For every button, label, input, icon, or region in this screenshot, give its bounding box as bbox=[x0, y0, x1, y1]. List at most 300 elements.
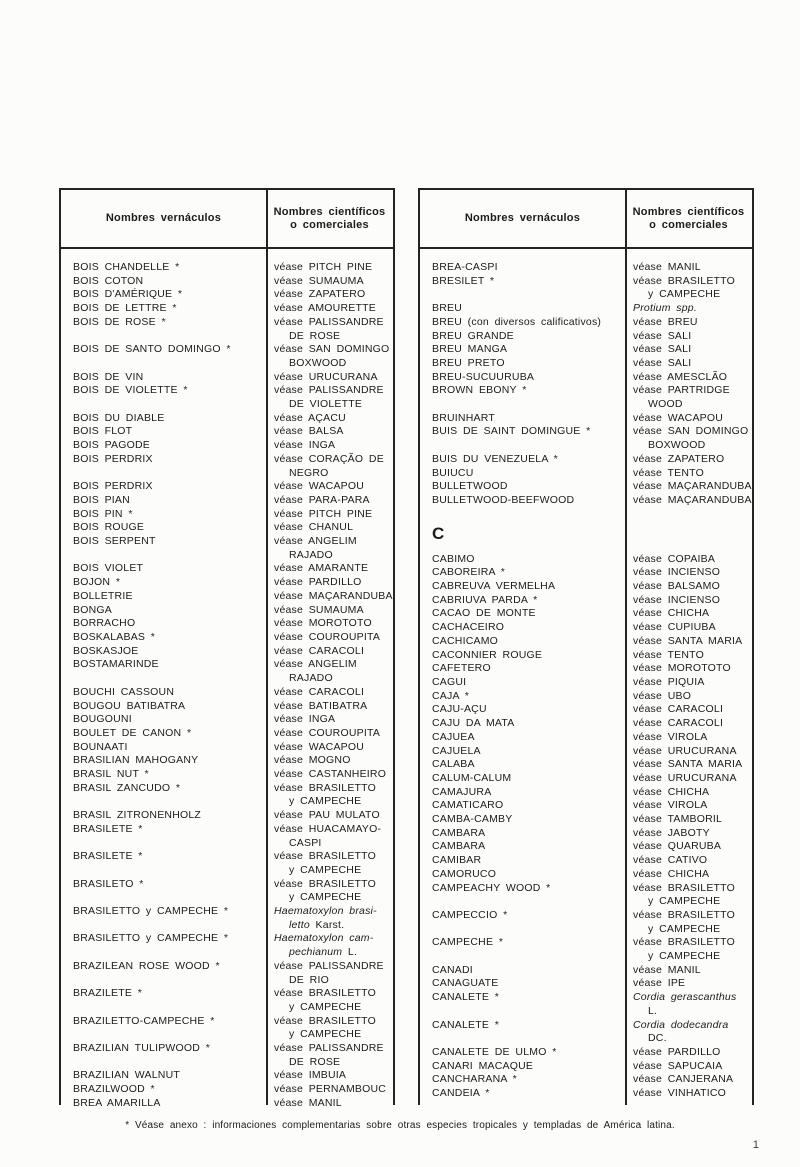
scientific-cell: véase CHANUL bbox=[274, 521, 354, 534]
table-row bbox=[420, 1046, 752, 1060]
vernacular-cell: BREU bbox=[432, 302, 463, 315]
scientific-cell: véase BREU bbox=[633, 315, 698, 328]
table-row bbox=[61, 562, 393, 576]
vernacular-cell: BRUINHART bbox=[432, 411, 495, 424]
table-left-header bbox=[61, 190, 393, 249]
table-row bbox=[61, 275, 393, 289]
scientific-cell: véase MAÇARANDUBA bbox=[274, 589, 393, 602]
vernacular-cell: BOULET DE CANON * bbox=[73, 726, 192, 739]
scientific-cell: véase MAÇARANDUBA bbox=[633, 493, 752, 506]
table-row bbox=[420, 607, 752, 621]
table-row bbox=[61, 590, 393, 604]
scientific-cell: véase VIROLA bbox=[633, 730, 708, 743]
table-row bbox=[420, 868, 752, 882]
vernacular-cell: BRASILETE * bbox=[73, 822, 143, 835]
vernacular-cell: CAMPECCIO * bbox=[432, 908, 508, 921]
table-row bbox=[61, 932, 393, 959]
table-row bbox=[420, 330, 752, 344]
scientific-cell: véase BRASILETTO y CAMPECHE bbox=[274, 987, 376, 1013]
table-row bbox=[61, 878, 393, 905]
vernacular-cell: BOIS ROUGE bbox=[73, 521, 145, 534]
vernacular-cell: BOIS DU DIABLE bbox=[73, 411, 165, 424]
table-row bbox=[61, 521, 393, 535]
table-row bbox=[420, 494, 752, 508]
table-row bbox=[420, 275, 752, 302]
scientific-cell: véase SANTA MARIA bbox=[633, 634, 743, 647]
table-row bbox=[420, 621, 752, 635]
scientific-cell: véase BRASILETTO y CAMPECHE bbox=[274, 877, 376, 904]
scientific-cell: véase SALI bbox=[633, 343, 692, 356]
table-row bbox=[420, 717, 752, 731]
table-row bbox=[420, 1087, 752, 1101]
scientific-cell: véase CARACOLI bbox=[274, 685, 365, 698]
table-row bbox=[61, 1015, 393, 1042]
table-row bbox=[420, 649, 752, 663]
vernacular-cell: BOIS COTON bbox=[73, 274, 144, 287]
vernacular-cell: BORRACHO bbox=[73, 617, 136, 630]
table-row bbox=[420, 731, 752, 745]
vernacular-cell: BRASILETE * bbox=[73, 850, 143, 863]
scientific-cell: véase MOGNO bbox=[274, 754, 351, 767]
scientific-cell: véase SUMAUMA bbox=[274, 603, 364, 616]
table-row bbox=[61, 261, 393, 275]
scientific-cell: Haematoxylon brasi- letto Karst. bbox=[274, 905, 377, 931]
vernacular-cell: BOIS PIN * bbox=[73, 507, 133, 520]
scientific-cell: véase PALISSANDRE DE VIOLETTE bbox=[274, 384, 384, 411]
table-row bbox=[420, 1060, 752, 1074]
scientific-cell: véase PARDILLO bbox=[274, 576, 362, 589]
scientific-cell: véase PIQUIA bbox=[633, 675, 705, 688]
column-header-scientific-line2: o comerciales bbox=[649, 218, 728, 231]
scientific-cell: véase CHICHA bbox=[633, 607, 710, 620]
table-row bbox=[420, 425, 752, 452]
scientific-cell: véase SALI bbox=[633, 329, 692, 342]
scientific-cell: véase URUCURANA bbox=[633, 771, 737, 784]
table-row bbox=[420, 453, 752, 467]
footnote: * Véase anexo : informaciones complementarias sobre otras especies tropicales y templadas de América latina. bbox=[125, 1120, 675, 1131]
table-row bbox=[420, 936, 752, 963]
vernacular-cell: BOIS CHANDELLE * bbox=[73, 261, 180, 273]
table-row bbox=[420, 882, 752, 909]
table-row bbox=[420, 553, 752, 567]
scientific-cell: véase CATIVO bbox=[633, 854, 708, 867]
table-row bbox=[61, 535, 393, 562]
scientific-cell: véase BRASILETTO y CAMPECHE bbox=[633, 274, 735, 301]
scientific-cell: véase AÇACU bbox=[274, 411, 346, 424]
vernacular-cell: CANAGUATE bbox=[432, 977, 499, 990]
vernacular-cell: BOIS FLOT bbox=[73, 425, 133, 438]
table-row bbox=[420, 566, 752, 580]
vernacular-cell: BREU MANGA bbox=[432, 343, 508, 356]
scientific-cell: véase PERNAMBOUC bbox=[274, 1083, 387, 1096]
table-row bbox=[61, 905, 393, 932]
table-row bbox=[61, 823, 393, 850]
scientific-cell: véase BALSAMO bbox=[633, 580, 720, 593]
scientific-cell: véase BALSA bbox=[274, 425, 344, 438]
table-row bbox=[420, 371, 752, 385]
table-row bbox=[420, 840, 752, 854]
column-header-scientific-line1: Nombres científicos bbox=[632, 205, 745, 218]
table-row bbox=[61, 288, 393, 302]
table-row bbox=[420, 909, 752, 936]
vernacular-cell: CAMIBAR bbox=[432, 854, 482, 867]
vernacular-cell: BRASILETTO y CAMPECHE * bbox=[73, 905, 229, 918]
scientific-cell: véase TENTO bbox=[633, 648, 704, 661]
table-row bbox=[61, 768, 393, 782]
vernacular-cell: BRAZILETTO-CAMPECHE * bbox=[73, 1014, 215, 1027]
table-row bbox=[420, 412, 752, 426]
table-row bbox=[420, 662, 752, 676]
scientific-cell: véase BRASILETTO y CAMPECHE bbox=[633, 908, 735, 935]
table-row bbox=[420, 786, 752, 800]
scientific-cell: véase CARACOLI bbox=[633, 703, 724, 716]
table-row bbox=[61, 480, 393, 494]
vernacular-cell: BOUGOU BATIBATRA bbox=[73, 699, 186, 712]
scientific-cell: véase CANJERANA bbox=[633, 1073, 734, 1086]
table-row bbox=[61, 850, 393, 877]
scientific-cell: véase CHICHA bbox=[633, 785, 710, 798]
vernacular-cell: BRESILET * bbox=[432, 274, 495, 287]
vernacular-cell: BRAZILEAN ROSE WOOD * bbox=[73, 959, 220, 972]
table-row bbox=[420, 813, 752, 827]
scientific-cell: véase INCIENSO bbox=[633, 566, 721, 579]
vernacular-cell: BRAZILWOOD * bbox=[73, 1083, 155, 1096]
vernacular-cell: CABOREIRA * bbox=[432, 566, 506, 579]
table-left bbox=[59, 188, 395, 1109]
vernacular-cell: CAMAJURA bbox=[432, 785, 492, 798]
scientific-cell: véase PARTRIDGE WOOD bbox=[633, 384, 730, 411]
vernacular-cell: CACHICAMO bbox=[432, 634, 499, 647]
column-header-scientific bbox=[266, 206, 393, 232]
table-row bbox=[61, 617, 393, 631]
vernacular-cell: BULLETWOOD bbox=[432, 480, 508, 493]
vernacular-cell: BOUGOUNI bbox=[73, 713, 132, 726]
table-row bbox=[61, 302, 393, 316]
vernacular-cell: CACAO DE MONTE bbox=[432, 607, 536, 620]
table-row bbox=[420, 772, 752, 786]
table-row bbox=[61, 782, 393, 809]
vernacular-cell: BUIS DU VENEZUELA * bbox=[432, 452, 558, 465]
table-left-body bbox=[61, 249, 393, 1111]
table-row bbox=[420, 964, 752, 978]
scientific-cell: véase UBO bbox=[633, 689, 692, 702]
scientific-cell: véase IPE bbox=[633, 977, 686, 990]
vernacular-cell: BRASIL ZANCUDO * bbox=[73, 781, 181, 794]
vernacular-cell: CAJU DA MATA bbox=[432, 717, 515, 730]
vernacular-cell: CANALETE DE ULMO * bbox=[432, 1045, 557, 1058]
scientific-cell: véase VIROLA bbox=[633, 799, 708, 812]
vernacular-cell: BONGA bbox=[73, 603, 112, 616]
vernacular-cell: BOIS PERDRIX bbox=[73, 452, 153, 465]
scientific-cell: véase SAPUCAIA bbox=[633, 1059, 723, 1072]
vernacular-cell: CAMORUCO bbox=[432, 867, 497, 880]
vernacular-cell: CAGUI bbox=[432, 675, 467, 688]
table-row bbox=[420, 261, 752, 275]
table-row bbox=[61, 453, 393, 480]
vernacular-cell: BOIS PERDRIX bbox=[73, 480, 153, 493]
vernacular-cell: BREU PRETO bbox=[432, 356, 505, 369]
section-heading: C bbox=[432, 523, 445, 543]
vernacular-cell: CABRIUVA PARDA * bbox=[432, 593, 538, 606]
vernacular-cell: CAJUELA bbox=[432, 744, 481, 757]
scientific-cell: véase PITCH PINE bbox=[274, 507, 373, 520]
scientific-cell: véase TAMBORIL bbox=[633, 813, 723, 826]
table-row bbox=[420, 703, 752, 717]
vernacular-cell: BOIS D'AMÉRIQUE * bbox=[73, 288, 183, 301]
table-row bbox=[61, 713, 393, 727]
scientific-cell: véase BRASILETTO y CAMPECHE bbox=[633, 936, 735, 963]
vernacular-cell: BREA AMARILLA bbox=[73, 1096, 161, 1109]
vernacular-cell: BOSTAMARINDE bbox=[73, 658, 159, 671]
table-row bbox=[420, 1019, 752, 1046]
vernacular-cell: CAMBARA bbox=[432, 840, 486, 853]
scientific-cell: véase ANGELIM RAJADO bbox=[274, 658, 357, 685]
scientific-cell: véase INCIENSO bbox=[633, 593, 721, 606]
table-row bbox=[61, 494, 393, 508]
scientific-cell: véase WACAPOU bbox=[274, 740, 365, 753]
scientific-cell: véase CARACOLI bbox=[633, 717, 724, 730]
table-row bbox=[61, 727, 393, 741]
table-row bbox=[420, 745, 752, 759]
vernacular-cell: BOSKASJOE bbox=[73, 644, 139, 657]
vernacular-cell: BOIS DE ROSE * bbox=[73, 315, 166, 328]
scientific-cell: véase SANTA MARIA bbox=[633, 758, 743, 771]
table-row bbox=[420, 799, 752, 813]
scientific-cell: véase VINHATICO bbox=[633, 1087, 726, 1100]
scientific-cell: véase MANIL bbox=[633, 261, 701, 273]
table-row bbox=[61, 412, 393, 426]
scientific-cell: véase QUARUBA bbox=[633, 840, 722, 853]
scientific-cell: véase CASTANHEIRO bbox=[274, 768, 387, 781]
table-row bbox=[420, 480, 752, 494]
scientific-cell: véase AMARANTE bbox=[274, 562, 369, 575]
scientific-cell: véase JABOTY bbox=[633, 826, 710, 839]
scientific-cell: véase INGA bbox=[274, 439, 336, 452]
table-row bbox=[420, 580, 752, 594]
page-number: 1 bbox=[752, 1139, 759, 1151]
column-header-scientific bbox=[625, 206, 752, 232]
scientific-cell: véase SALI bbox=[633, 356, 692, 369]
table-row bbox=[61, 631, 393, 645]
scientific-cell: véase ZAPATERO bbox=[633, 452, 725, 465]
column-header-scientific-line1: Nombres científicos bbox=[273, 205, 386, 218]
vernacular-cell: BRASIL NUT * bbox=[73, 768, 149, 781]
vernacular-cell: BOJON * bbox=[73, 576, 121, 589]
table-row bbox=[420, 690, 752, 704]
vernacular-cell: BREU (con diversos calificativos) bbox=[432, 315, 602, 328]
vernacular-cell: BRAZILIAN WALNUT bbox=[73, 1069, 181, 1082]
table-row bbox=[61, 754, 393, 768]
vernacular-cell: CANARI MACAQUE bbox=[432, 1059, 534, 1072]
vernacular-cell: BOSKALABAS * bbox=[73, 630, 156, 643]
table-right-body bbox=[420, 249, 752, 1101]
vernacular-cell: BREU-SUCUURUBA bbox=[432, 370, 535, 383]
vernacular-cell: CAJU-AÇU bbox=[432, 703, 487, 716]
scientific-cell: véase MANIL bbox=[633, 963, 701, 976]
scientific-cell: véase SUMAUMA bbox=[274, 274, 364, 287]
table-row bbox=[61, 960, 393, 987]
table-row bbox=[61, 645, 393, 659]
scientific-cell: véase BRASILETTO y CAMPECHE bbox=[274, 1014, 376, 1041]
scientific-cell: Cordia gerascanthus L. bbox=[633, 991, 737, 1017]
table-row bbox=[61, 686, 393, 700]
scientific-cell: véase COUROUPITA bbox=[274, 726, 381, 739]
table-row bbox=[420, 758, 752, 772]
vernacular-cell: CAMATICARO bbox=[432, 799, 504, 812]
table-row bbox=[61, 371, 393, 385]
vernacular-cell: CAJA * bbox=[432, 689, 470, 702]
scientific-cell: véase AMOURETTE bbox=[274, 302, 376, 315]
table-row bbox=[420, 1073, 752, 1087]
vernacular-cell: BRAZILIAN TULIPWOOD * bbox=[73, 1042, 211, 1055]
vernacular-cell: CANCHARANA * bbox=[432, 1073, 517, 1086]
vernacular-cell: CAMBA-CAMBY bbox=[432, 813, 513, 826]
vernacular-cell: BRAZILETE * bbox=[73, 987, 143, 1000]
table-row bbox=[61, 700, 393, 714]
vernacular-cell: BOUNAATI bbox=[73, 740, 128, 753]
table-row bbox=[61, 1042, 393, 1069]
vernacular-cell: BOIS PIAN bbox=[73, 493, 130, 506]
table-row bbox=[61, 576, 393, 590]
vernacular-cell: BUIUCU bbox=[432, 466, 474, 479]
table-row bbox=[61, 384, 393, 411]
vernacular-cell: CAFETERO bbox=[432, 662, 491, 675]
scientific-cell: véase HUACAMAYO- CASPI bbox=[274, 822, 382, 849]
table-right-header bbox=[420, 190, 752, 249]
table-row bbox=[61, 439, 393, 453]
vernacular-cell: BOLLETRIE bbox=[73, 589, 133, 602]
vernacular-cell: CAMPEACHY WOOD * bbox=[432, 881, 551, 894]
table-row bbox=[420, 384, 752, 411]
vernacular-cell: CABIMO bbox=[432, 552, 475, 565]
vernacular-cell: CABREUVA VERMELHA bbox=[432, 580, 556, 593]
scientific-cell: véase PALISSANDRE DE RIO bbox=[274, 959, 384, 986]
table-row bbox=[61, 741, 393, 755]
vernacular-cell: BOIS VIOLET bbox=[73, 562, 144, 575]
vernacular-cell: CACONNIER ROUGE bbox=[432, 648, 543, 661]
scientific-cell: véase COUROUPITA bbox=[274, 630, 381, 643]
table-row bbox=[61, 1083, 393, 1097]
scientific-cell: véase MOROTOTO bbox=[274, 617, 372, 630]
scientific-cell: véase CARACOLI bbox=[274, 644, 365, 657]
scientific-cell: véase IMBUIA bbox=[274, 1069, 347, 1082]
scientific-cell: véase CUPIUBA bbox=[633, 621, 716, 634]
table-row bbox=[420, 854, 752, 868]
vernacular-cell: BROWN EBONY * bbox=[432, 384, 527, 397]
scientific-cell: véase BRASILETTO y CAMPECHE bbox=[274, 781, 376, 808]
table-row bbox=[420, 467, 752, 481]
scientific-cell: véase ANGELIM RAJADO bbox=[274, 535, 357, 561]
table-row bbox=[420, 991, 752, 1018]
vernacular-cell: BOIS DE SANTO DOMINGO * bbox=[73, 343, 231, 356]
scientific-cell: véase COPAIBA bbox=[633, 552, 716, 565]
scientific-cell: véase SAN DOMINGO BOXWOOD bbox=[274, 343, 390, 369]
column-header-vernacular: Nombres vernáculos bbox=[464, 212, 581, 224]
table-row bbox=[420, 343, 752, 357]
table-row bbox=[61, 425, 393, 439]
vernacular-cell: CAMBARA bbox=[432, 826, 486, 839]
scientific-cell: véase CHICHA bbox=[633, 867, 710, 880]
vernacular-cell: CACHACEIRO bbox=[432, 621, 505, 634]
vernacular-cell: BRASILIAN MAHOGANY bbox=[73, 754, 199, 767]
scientific-cell: véase MAÇARANDUBA bbox=[633, 480, 752, 493]
scientific-cell: véase TENTO bbox=[633, 466, 704, 479]
scientific-cell: véase SAN DOMINGO BOXWOOD bbox=[633, 425, 749, 452]
scientific-cell: véase PAU MULATO bbox=[274, 809, 380, 822]
scientific-cell: véase MANIL bbox=[274, 1096, 342, 1109]
vernacular-cell: CANALETE * bbox=[432, 991, 500, 1004]
table-row bbox=[420, 676, 752, 690]
scientific-cell: véase BATIBATRA bbox=[274, 699, 368, 712]
table-row bbox=[420, 635, 752, 649]
vernacular-cell: CANDEIA * bbox=[432, 1087, 490, 1100]
column-divider bbox=[266, 190, 268, 1105]
table-row bbox=[420, 594, 752, 608]
vernacular-cell: BOIS SERPENT bbox=[73, 535, 156, 548]
vernacular-cell: BUIS DE SAINT DOMINGUE * bbox=[432, 425, 591, 438]
scientific-cell: Protium spp. bbox=[633, 302, 697, 315]
table-row bbox=[61, 316, 393, 343]
table-row bbox=[420, 316, 752, 330]
vernacular-cell: CANADI bbox=[432, 963, 473, 976]
table-row bbox=[61, 987, 393, 1014]
vernacular-cell: CALUM-CALUM bbox=[432, 771, 512, 784]
vernacular-cell: BRASILETO * bbox=[73, 877, 144, 890]
table-row bbox=[61, 658, 393, 685]
vernacular-cell: BULLETWOOD-BEEFWOOD bbox=[432, 493, 575, 506]
table-row bbox=[61, 343, 393, 370]
table-row bbox=[61, 604, 393, 618]
table-row bbox=[61, 1097, 393, 1111]
scientific-cell: véase BRASILETTO y CAMPECHE bbox=[633, 881, 735, 908]
vernacular-cell: BOIS DE VIN bbox=[73, 370, 144, 383]
vernacular-cell: CAMPECHE * bbox=[432, 936, 504, 949]
table-row bbox=[61, 1069, 393, 1083]
table-row bbox=[420, 302, 752, 316]
vernacular-cell: BOUCHI CASSOUN bbox=[73, 685, 175, 698]
scientific-cell: véase AMESCLÃO bbox=[633, 370, 728, 383]
table-right bbox=[418, 188, 754, 1105]
column-header-vernacular: Nombres vernáculos bbox=[105, 212, 222, 224]
column-header-scientific-line2: o comerciales bbox=[290, 218, 369, 231]
scientific-cell: véase PITCH PINE bbox=[274, 261, 373, 273]
vernacular-cell: BRASIL ZITRONENHOLZ bbox=[73, 809, 202, 822]
vernacular-cell: BRASILETTO y CAMPECHE * bbox=[73, 932, 229, 945]
table-row bbox=[61, 809, 393, 823]
scientific-cell: véase WACAPOU bbox=[274, 480, 365, 493]
vernacular-cell: BOIS DE LETTRE * bbox=[73, 302, 177, 315]
scientific-cell: véase PALISSANDRE DE ROSE bbox=[274, 1042, 384, 1068]
column-divider bbox=[625, 190, 627, 1105]
vernacular-cell: CAJUEA bbox=[432, 730, 475, 743]
table-row bbox=[420, 827, 752, 841]
scientific-cell: véase PARDILLO bbox=[633, 1045, 721, 1058]
scientific-cell: Cordia dodecandra DC. bbox=[633, 1018, 729, 1045]
scientific-cell: véase BRASILETTO y CAMPECHE bbox=[274, 850, 376, 876]
vernacular-cell: BREU GRANDE bbox=[432, 329, 514, 342]
scientific-cell: véase CORAÇÃO DE NEGRO bbox=[274, 452, 384, 479]
scientific-cell: Haematoxylon cam- pechianum L. bbox=[274, 932, 374, 959]
scientific-cell: véase URUCURANA bbox=[274, 370, 378, 383]
scientific-cell: véase URUCURANA bbox=[633, 744, 737, 757]
vernacular-cell: CANALETE * bbox=[432, 1018, 500, 1031]
scientific-cell: véase INGA bbox=[274, 713, 336, 726]
table-row bbox=[420, 357, 752, 371]
scientific-cell: véase WACAPOU bbox=[633, 411, 724, 424]
table-row bbox=[61, 508, 393, 522]
scientific-cell: véase PALISSANDRE DE ROSE bbox=[274, 315, 384, 342]
scientific-cell: véase MOROTOTO bbox=[633, 662, 731, 675]
